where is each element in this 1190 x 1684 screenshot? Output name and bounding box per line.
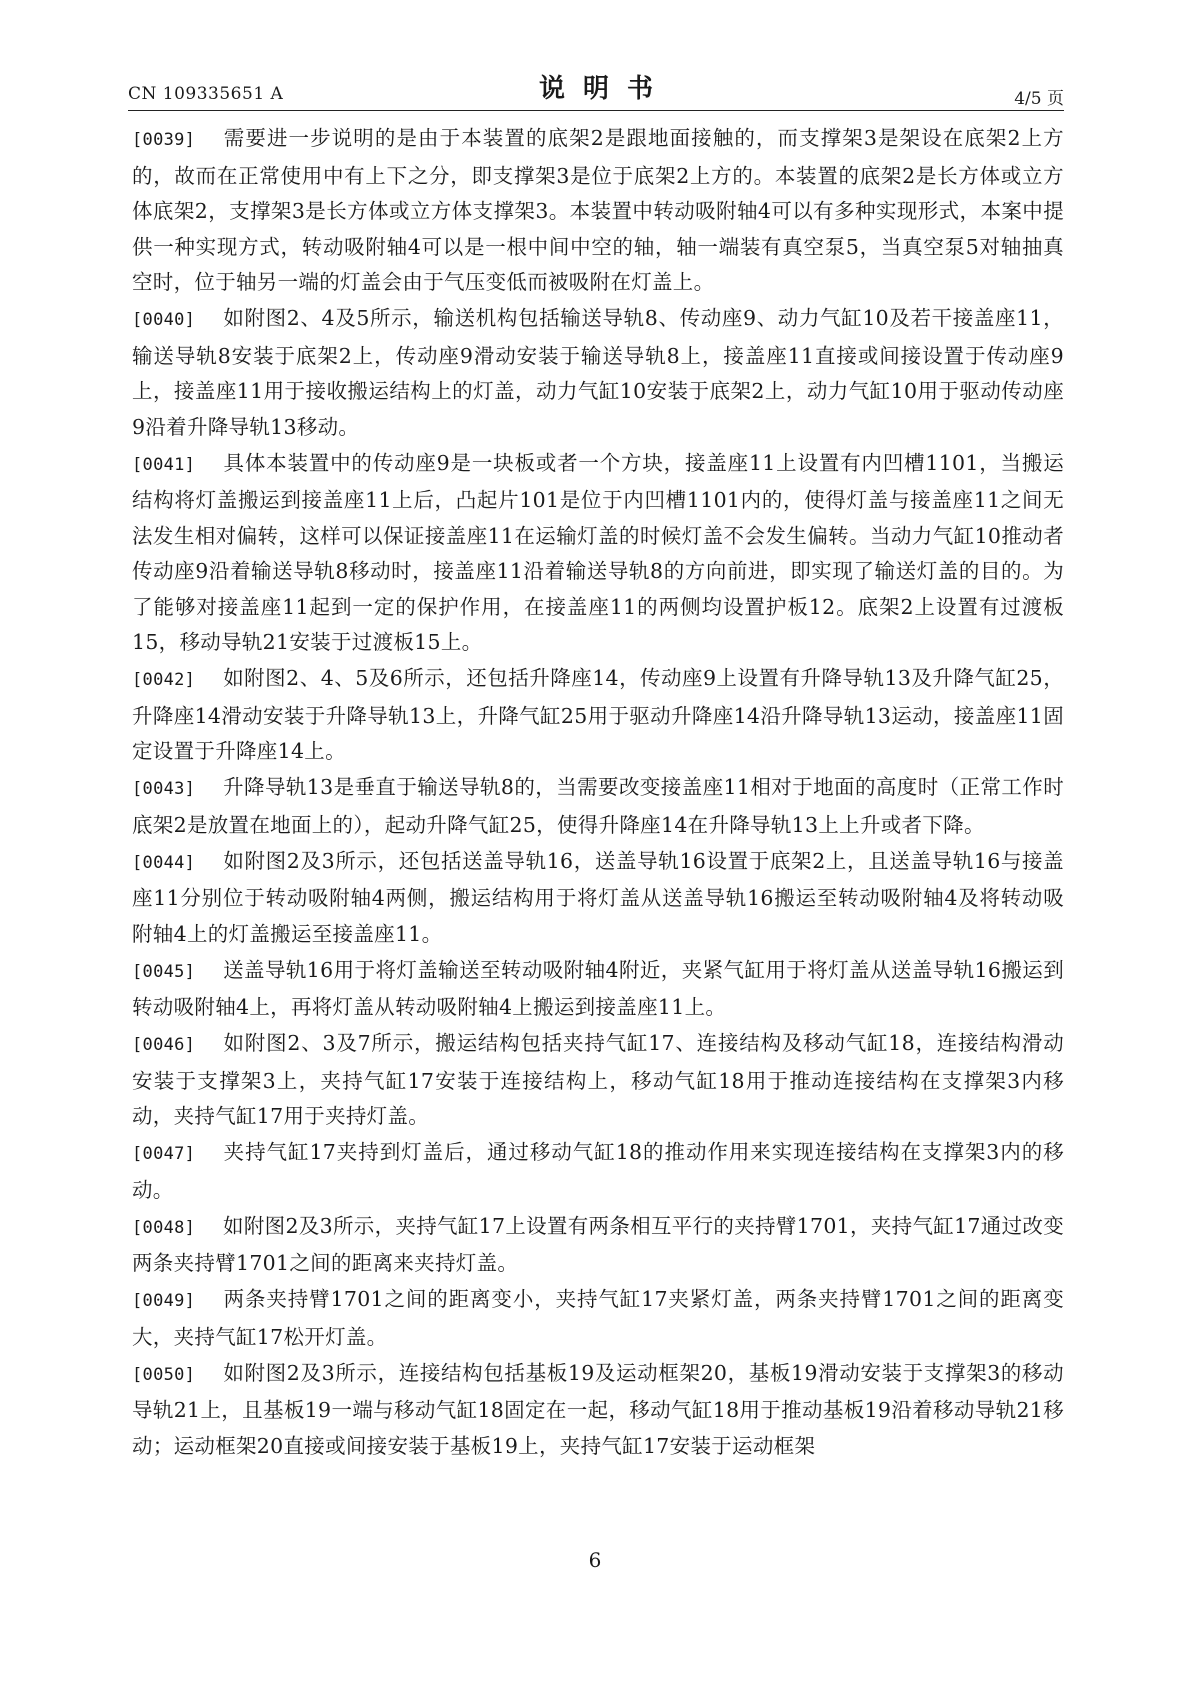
paragraph bbox=[132, 446, 1064, 661]
paragraph-text: 升降导轨13是垂直于输送导轨8的，当需要改变接盖座11相对于地面的高度时（正常工作时底架2是放置在地面上的），起动升降气缸25，使得升降座14在升降导轨13上上升或者下降。 bbox=[132, 775, 1064, 837]
paragraph-number: [0047] bbox=[132, 1144, 196, 1164]
paragraph bbox=[132, 953, 1064, 1026]
paragraph bbox=[132, 1282, 1064, 1355]
paragraph bbox=[132, 121, 1064, 301]
paragraph-text: 如附图2及3所示，还包括送盖导轨16，送盖导轨16设置于底架2上，且送盖导轨16与接盖座11分别位于转动吸附轴4两侧，搬运结构用于将灯盖从送盖导轨16搬运至转动吸附轴4及将转动吸附轴4上的灯盖搬运至接盖座11。 bbox=[132, 848, 1064, 946]
paragraph-number: [0045] bbox=[132, 961, 196, 982]
paragraph-text: 如附图2、4、5及6所示，还包括升降座14，传动座9上设置有升降导轨13及升降气缸25，升降座14滑动安装于升降导轨13上，升降气缸25用于驱动升降座14沿升降导轨13运动，接盖座11固定设置于升降座14上。 bbox=[132, 666, 1064, 763]
paragraph bbox=[132, 1135, 1064, 1208]
paragraph bbox=[132, 301, 1064, 445]
paragraph-text: 如附图2、4及5所示，输送机构包括输送导轨8、传动座9、动力气缸10及若干接盖座11，输送导轨8安装于底架2上，传动座9滑动安装于输送导轨8上，接盖座11直接或间接设置于传动座9上，接盖座11用于接收搬运结构上的灯盖，动力气缸10安装于底架2上，动力气缸10用于驱动传动座9沿着升降导轨13移动。 bbox=[132, 306, 1064, 439]
paragraph-number: [0042] bbox=[132, 670, 196, 690]
document-body bbox=[132, 121, 1064, 1465]
paragraph-text: 具体本装置中的传动座9是一块板或者一个方块，接盖座11上设置有内凹槽1101，当搬运结构将灯盖搬运到接盖座11上后，凸起片101是位于内凹槽1101内的，使得灯盖与接盖座11之间无法发生相对偏转，这样可以保证接盖座11在运输灯盖的时候灯盖不会发生偏转。当动力气缸10推动者传动座9沿着输送导轨8移动时，接盖座11沿着输送导轨8的方向前进，即实现了输送灯盖的目的。为了能够对接盖座11起到一定的保护作用，在接盖座11的两侧均设置护板12。底架2上设置有过渡板15，移动导轨21安装于过渡板15上。 bbox=[132, 450, 1064, 654]
paragraph-text: 两条夹持臂1701之间的距离变小，夹持气缸17夹紧灯盖，两条夹持臂1701之间的距离变大，夹持气缸17松开灯盖。 bbox=[132, 1287, 1064, 1349]
paragraph-number: [0048] bbox=[132, 1217, 196, 1238]
paragraph-number: [0044] bbox=[132, 852, 196, 873]
paragraph bbox=[132, 1356, 1064, 1465]
paragraph-text: 送盖导轨16用于将灯盖输送至转动吸附轴4附近，夹紧气缸用于将灯盖从送盖导轨16搬运到转动吸附轴4上，再将灯盖从转动吸附轴4上搬运到接盖座11上。 bbox=[132, 957, 1064, 1019]
paragraph-text: 如附图2、3及7所示，搬运结构包括夹持气缸17、连接结构及移动气缸18，连接结构滑动安装于支撑架3上，夹持气缸17安装于连接结构上，移动气缸18用于推动连接结构在支撑架3内移动，夹持气缸17用于夹持灯盖。 bbox=[132, 1031, 1064, 1128]
paragraph-number: [0040] bbox=[132, 310, 196, 330]
paragraph-number: [0039] bbox=[132, 130, 196, 150]
page-number: 6 bbox=[588, 1548, 602, 1572]
document-title: 说明书 bbox=[538, 74, 671, 104]
header-divider bbox=[128, 110, 1064, 111]
paragraph-text: 需要进一步说明的是由于本装置的底架2是跟地面接触的，而支撑架3是架设在底架2上方的，故而在正常使用中有上下之分，即支撑架3是位于底架2上方的。本装置的底架2是长方体或立方体底架2，支撑架3是长方体或立方体支撑架3。本装置中转动吸附轴4可以有多种实现形式，本案中提供一种实现方式，转动吸附轴4可以是一根中间中空的轴，轴一端装有真空泵5，当真空泵5对轴抽真空时，位于轴另一端的灯盖会由于气压变低而被吸附在灯盖上。 bbox=[132, 126, 1064, 294]
paragraph-text: 如附图2及3所示，夹持气缸17上设置有两条相互平行的夹持臂1701，夹持气缸17通过改变两条夹持臂1701之间的距离来夹持灯盖。 bbox=[132, 1213, 1064, 1275]
paragraph-text: 夹持气缸17夹持到灯盖后，通过移动气缸18的推动作用来实现连接结构在支撑架3内的移动。 bbox=[132, 1140, 1064, 1202]
paragraph-text: 如附图2及3所示，连接结构包括基板19及运动框架20，基板19滑动安装于支撑架3的移动导轨21上，且基板19一端与移动气缸18固定在一起，移动气缸18用于推动基板19沿着移动导轨21移动；运动框架20直接或间接安装于基板19上，夹持气缸17安装于运动框架 bbox=[132, 1360, 1064, 1458]
paragraph bbox=[132, 844, 1064, 953]
paragraph bbox=[132, 770, 1064, 843]
paragraph bbox=[132, 661, 1064, 770]
paragraph-number: [0043] bbox=[132, 779, 196, 799]
paragraph-number: [0046] bbox=[132, 1035, 196, 1055]
publication-number: CN 109335651 A bbox=[128, 84, 284, 104]
paragraph bbox=[132, 1026, 1064, 1135]
paragraph-number: [0050] bbox=[132, 1364, 196, 1385]
paragraph bbox=[132, 1209, 1064, 1282]
paragraph-number: [0049] bbox=[132, 1291, 196, 1311]
paragraph-number: [0041] bbox=[132, 454, 196, 475]
page-indicator: 4/5 页 bbox=[1014, 89, 1064, 109]
page-header bbox=[128, 64, 1064, 110]
